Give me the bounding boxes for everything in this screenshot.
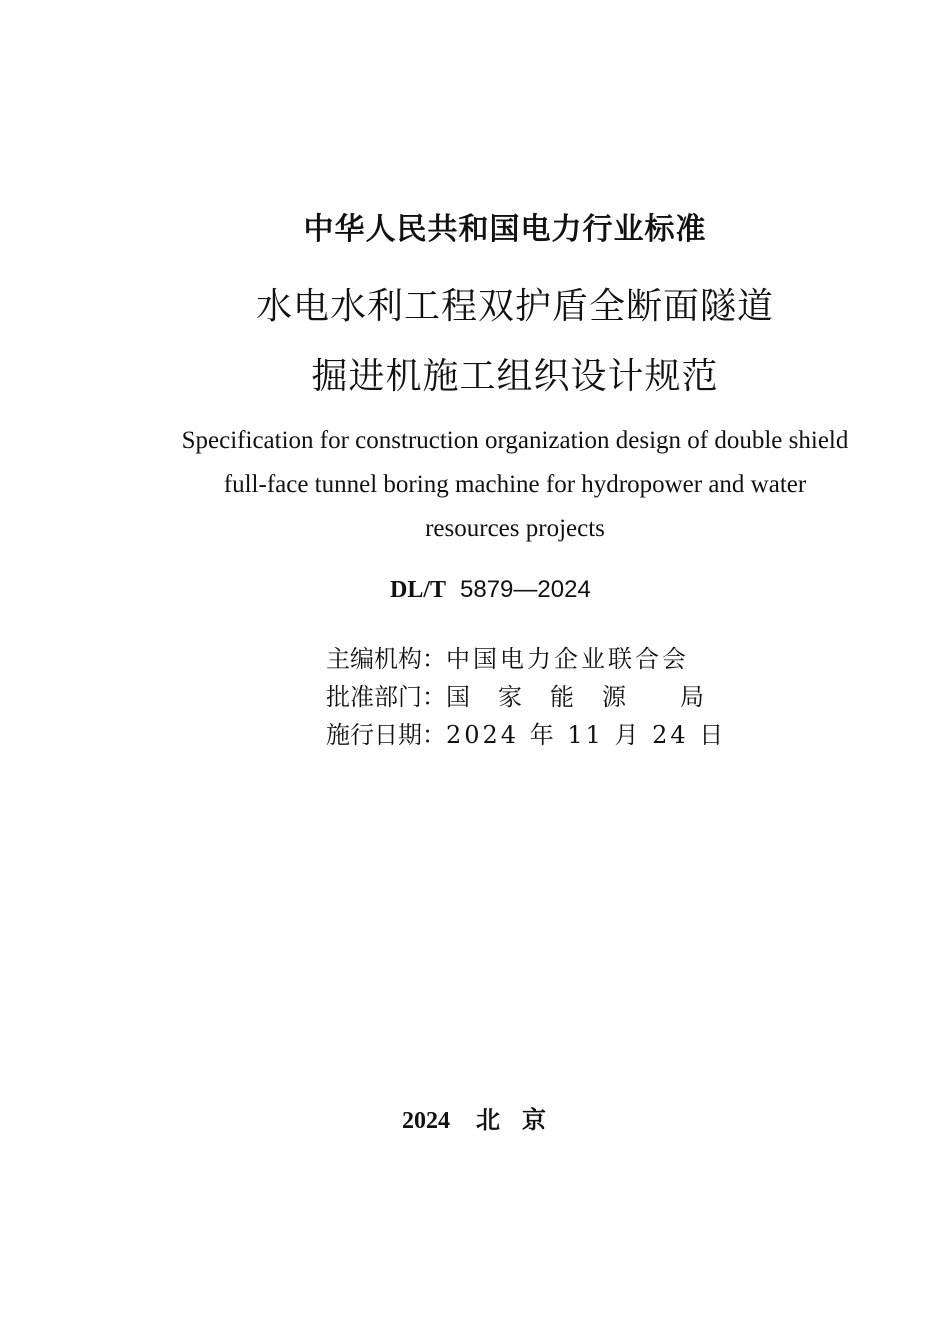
effective-date-label: 施行日期： bbox=[326, 721, 446, 749]
publication-place-year bbox=[0, 1100, 950, 1135]
publication-year: 2024 bbox=[402, 1108, 450, 1134]
effective-date-value: 2024 年 11 月 24 日 bbox=[446, 721, 727, 749]
chinese-title-line-1: 水电水利工程双护盾全断面隧道 bbox=[255, 286, 774, 327]
approval-department-value: 国 家 能 源 局 bbox=[446, 683, 706, 711]
approval-department-label: 批准部门： bbox=[326, 683, 446, 711]
standard-category-heading: 中华人民共和国电力行业标准 bbox=[303, 212, 707, 247]
standard-number-prefix: DL/T bbox=[390, 577, 447, 603]
english-title-line-3: resources projects bbox=[425, 515, 605, 542]
editor-organization-row bbox=[326, 640, 726, 678]
chinese-title-line-2: 掘进机施工组织设计规范 bbox=[311, 356, 719, 397]
editor-organization-value: 中国电力企业联合会 bbox=[446, 645, 689, 673]
standard-number-value: 5879—2024 bbox=[460, 576, 591, 603]
english-title-line-2: full-face tunnel boring machine for hydropower and water bbox=[223, 471, 807, 498]
publication-info bbox=[326, 640, 726, 754]
effective-date-row bbox=[326, 716, 726, 754]
editor-organization-label: 主编机构： bbox=[326, 645, 446, 673]
standard-number bbox=[390, 575, 591, 604]
publication-city: 北京 bbox=[476, 1105, 568, 1134]
approval-department-row bbox=[326, 678, 726, 716]
english-title-line-1: Specification for construction organization design of double shield bbox=[181, 427, 849, 454]
